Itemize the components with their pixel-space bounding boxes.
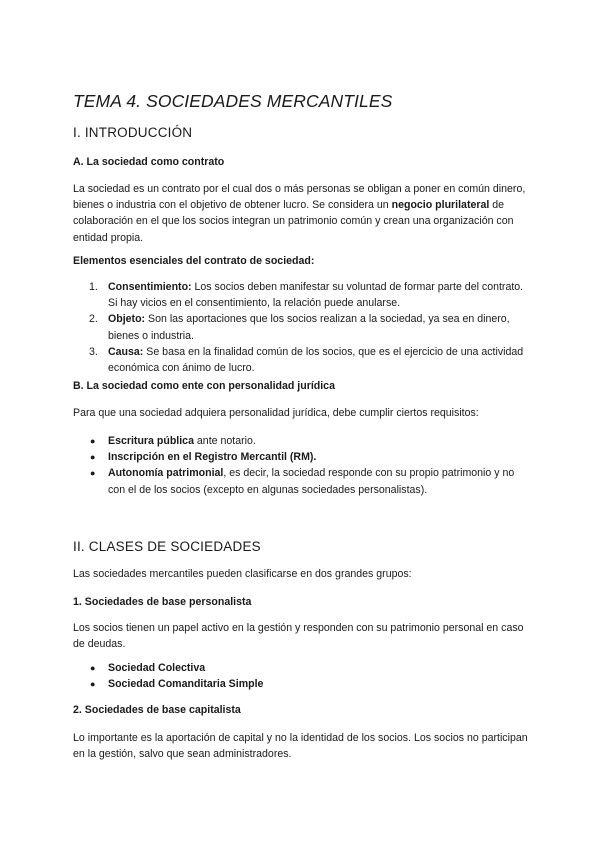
paragraph-text: de colaboración en el que los socios integran un patrimonio común y crean una organización con entidad propia. [73, 199, 514, 244]
page-title: TEMA 4. SOCIEDADES MERCANTILES [73, 91, 393, 111]
requisitos-list [73, 433, 533, 498]
subheading-base-capitalista: 2. Sociedades de base capitalista [73, 704, 241, 716]
subheading-personalidad-juridica: B. La sociedad como ente con personalidad jurídica [73, 380, 335, 392]
bullet-icon: ● [90, 679, 96, 690]
subheading-elementos-esenciales: Elementos esenciales del contrato de sociedad: [73, 255, 315, 267]
list-item [73, 344, 533, 376]
list-item-term: Autonomía patrimonial [108, 467, 224, 480]
subheading-sociedad-contrato: A. La sociedad como contrato [73, 156, 225, 168]
list-item-text: ante notario. [193, 435, 256, 447]
paragraph-bold-term: negocio plurilateral [391, 199, 490, 212]
list-item [73, 449, 533, 465]
list-item [73, 311, 533, 343]
paragraph-base-personalista: Los socios tienen un papel activo en la gestión y responden con su patrimonio personal en caso de deudas. [73, 622, 524, 651]
section-heading-clases: II. CLASES DE SOCIEDADES [73, 539, 261, 554]
list-item [73, 660, 533, 676]
list-item [73, 433, 533, 449]
list-item-term: Sociedad Colectiva [108, 662, 206, 674]
paragraph-clases-intro: Las sociedades mercantiles pueden clasificarse en dos grandes grupos: [73, 568, 412, 580]
paragraph-sociedad-contrato [73, 181, 533, 246]
paragraph-base-capitalista: Lo importante es la aportación de capital y no la identidad de los socios. Los socios no participan en la gestión, salvo que sean administradores. [73, 732, 528, 761]
list-number: 1. [89, 281, 98, 293]
bullet-icon: ● [90, 663, 96, 673]
list-item-term: Inscripción en el Registro Mercantil (RM). [108, 451, 317, 464]
elements-list [73, 279, 533, 376]
list-item-text: Los socios deben manifestar su voluntad de formar parte del contrato. Si hay vicios en el consentimiento, la relación puede anularse. [108, 281, 524, 310]
list-item [73, 676, 533, 692]
list-number: 3. [89, 345, 98, 358]
list-item-term: Sociedad Comanditaria Simple [108, 678, 264, 691]
list-item [73, 279, 533, 311]
list-item-text: Se basa en la finalidad común de los socios, que es el ejercicio de una actividad económica con ánimo de lucro. [108, 345, 524, 375]
paragraph-text: La sociedad es un contrato por el cual dos o más personas se obligan a poner en común dinero, bienes o industria con el objetivo de obtener lucro. Se considera un [73, 183, 526, 212]
list-item-term: Objeto: [108, 313, 146, 326]
bullet-icon: ● [90, 468, 96, 479]
section-heading-introduccion: I. INTRODUCCIÓN [73, 125, 193, 140]
subheading-base-personalista: 1. Sociedades de base personalista [73, 596, 252, 608]
list-item-text: , es decir, la sociedad responde con su propio patrimonio y no con el de los socios (excepto en algunas sociedades personalistas). [108, 467, 515, 496]
bullet-icon: ● [90, 436, 96, 446]
list-item-term: Causa: [108, 345, 144, 358]
paragraph-requisitos-intro: Para que una sociedad adquiera personalidad jurídica, debe cumplir ciertos requisitos: [73, 407, 479, 419]
list-item-term: Consentimiento: [108, 281, 192, 293]
list-item-term: Escritura pública [108, 435, 194, 447]
list-number: 2. [89, 313, 98, 326]
personalista-list [73, 660, 533, 692]
list-item-text: Son las aportaciones que los socios realizan a la sociedad, ya sea en dinero, bienes o industria. [108, 313, 510, 342]
list-item [73, 465, 533, 497]
bullet-icon: ● [90, 452, 96, 463]
